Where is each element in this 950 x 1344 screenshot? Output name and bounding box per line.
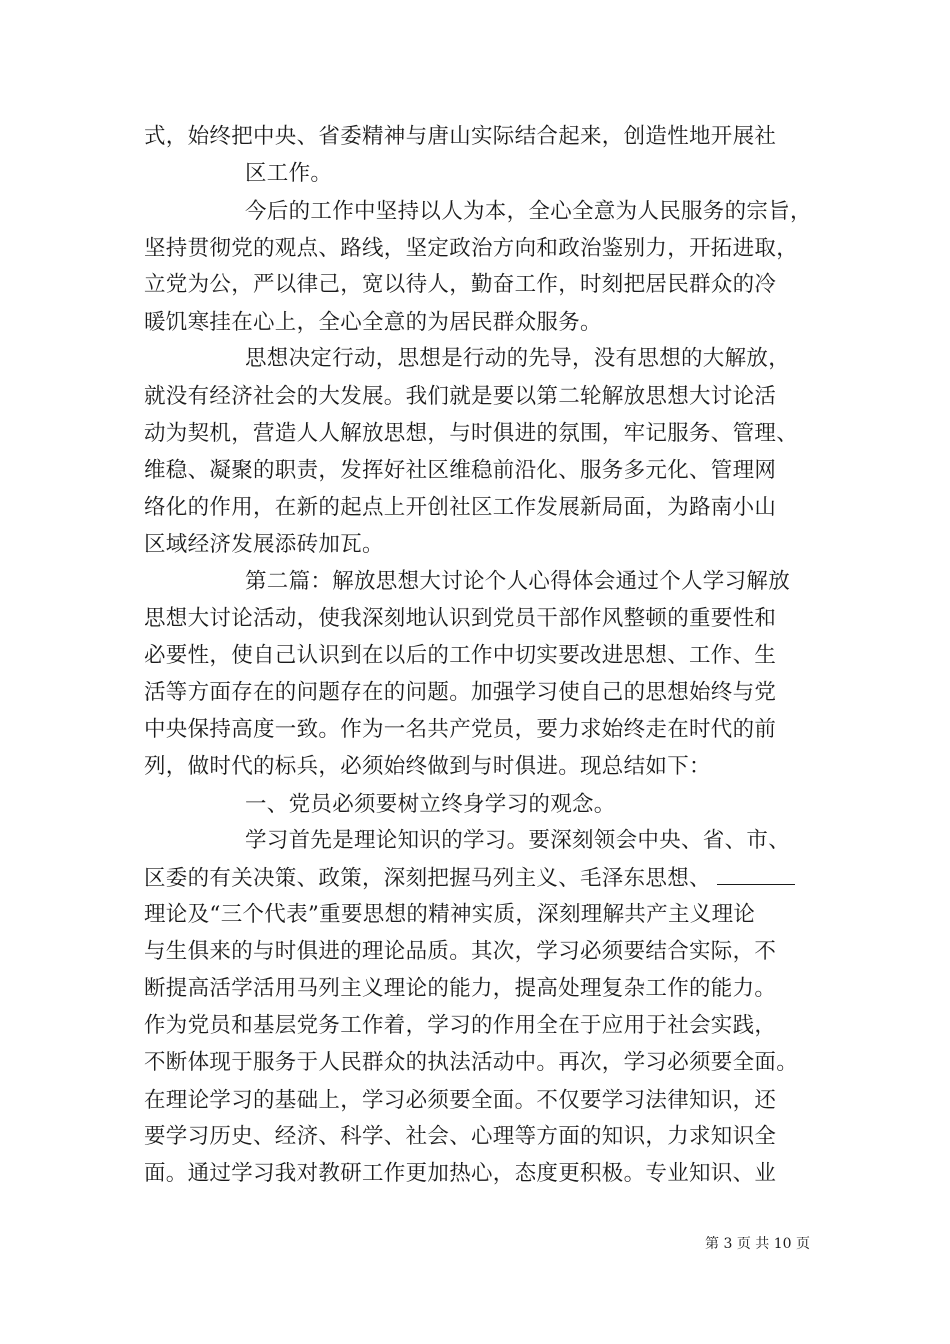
- text-line: 理论及“三个代表”重要思想的精神实质，深刻理解共产主义理论: [144, 902, 756, 927]
- text-line: 坚持贯彻党的观点、路线，坚定政治方向和政治鉴别力，开拓进取，: [144, 236, 799, 261]
- text-line: 就没有经济社会的大发展。我们就是要以第二轮解放思想大讨论活: [144, 384, 777, 409]
- text-line: 暖饥寒挂在心上，全心全意的为居民群众服务。: [144, 310, 602, 335]
- text-line: 作为党员和基层党务工作着，学习的作用全在于应用于社会实践，: [144, 1013, 777, 1038]
- text-line: 思想大讨论活动，使我深刻地认识到党员干部作风整顿的重要性和: [144, 606, 777, 631]
- text-line: 学习首先是理论知识的学习。要深刻领会中央、省、市、: [245, 828, 791, 853]
- text-line: 维稳、凝聚的职责，发挥好社区维稳前沿化、服务多元化、管理网: [144, 458, 777, 483]
- text-line: 断提高活学活用马列主义理论的能力，提高处理复杂工作的能力。: [144, 976, 777, 1001]
- text-line: 列，做时代的标兵，必须始终做到与时俱进。现总结如下：: [144, 754, 711, 779]
- text-line: 面。通过学习我对教研工作更加热心，态度更积极。专业知识、业: [144, 1161, 777, 1186]
- text-line: 不断体现于服务于人民群众的执法活动中。再次，学习必须要全面。: [144, 1050, 799, 1075]
- text-line: 中央保持高度一致。作为一名共产党员，要力求始终走在时代的前: [144, 717, 777, 742]
- fill-blank: [717, 862, 795, 885]
- text-line: 第二篇：解放思想大讨论个人心得体会通过个人学习解放: [245, 569, 791, 594]
- text-line: 思想决定行动，思想是行动的先导，没有思想的大解放，: [245, 346, 791, 371]
- text-line: 要学习历史、经济、科学、社会、心理等方面的知识，力求知识全: [144, 1124, 777, 1149]
- text-line: 必要性，使自己认识到在以后的工作中切实要改进思想、工作、生: [144, 643, 777, 668]
- text-line: 络化的作用，在新的起点上开创社区工作发展新局面，为路南小山: [144, 495, 777, 520]
- text-line: 今后的工作中坚持以人为本，全心全意为人民服务的宗旨，: [245, 199, 812, 224]
- text-line: 活等方面存在的问题存在的问题。加强学习使自己的思想始终与党: [144, 680, 777, 705]
- text-line: 式，始终把中央、省委精神与唐山实际结合起来，创造性地开展社: [144, 124, 777, 149]
- text-line: 在理论学习的基础上，学习必须要全面。不仅要学习法律知识，还: [144, 1088, 777, 1113]
- text-line: 立党为公，严以律己，宽以待人，勤奋工作，时刻把居民群众的冷: [144, 272, 777, 297]
- text-line: [144, 859, 824, 899]
- text-line: 一、党员必须要树立终身学习的观念。: [245, 792, 616, 817]
- text-line: 区工作。: [245, 161, 333, 186]
- text-line: 区域经济发展添砖加瓦。: [144, 532, 384, 557]
- text-line: 动为契机，营造人人解放思想，与时俱进的氛围，牢记服务、管理、: [144, 421, 799, 446]
- text-line: 与生俱来的与时俱进的理论品质。其次，学习必须要结合实际，不: [144, 939, 777, 964]
- text-line-content: 区委的有关决策、政策，深刻把握马列主义、毛泽东思想、: [144, 866, 711, 891]
- page-number: 第 3 页 共 10 页: [705, 1236, 810, 1252]
